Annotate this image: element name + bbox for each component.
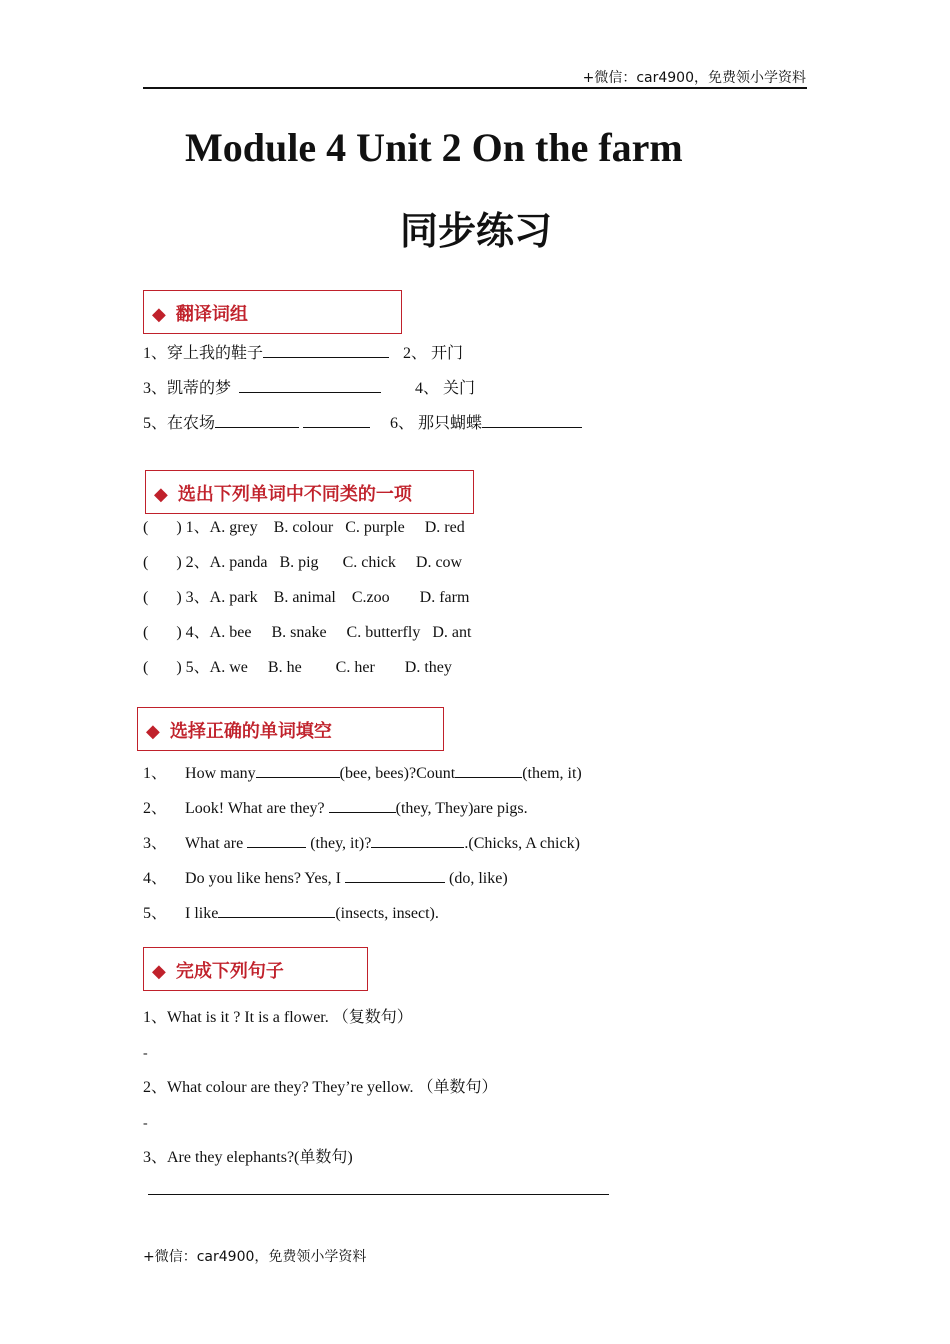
rewrite-prompt-1: 1、What is it ? It is a flower. （复数句） — [143, 1009, 413, 1026]
answer-blank[interactable] — [218, 901, 335, 918]
diamond-icon: ◆ — [152, 304, 166, 325]
answer-blank[interactable] — [329, 796, 396, 813]
section-3-heading: 选择正确的单词填空 — [169, 721, 332, 742]
section-2-heading-box — [145, 470, 474, 514]
section-4-heading: 完成下列句子 — [175, 961, 284, 982]
fill-row-1: 1、 How many (bee, bees)?Count (them, it) — [143, 760, 582, 783]
diamond-icon: ◆ — [154, 484, 168, 505]
fill-row-2: 2、 Look! What are they? (they, They)are pigs. — [143, 795, 528, 818]
section-2-heading: 选出下列单词中不同类的一项 — [177, 484, 412, 505]
answer-line-marker[interactable]: - — [143, 1116, 148, 1131]
section-4-heading-box — [143, 947, 368, 991]
diamond-icon: ◆ — [152, 961, 166, 982]
answer-blank[interactable] — [455, 761, 522, 778]
header-note: +微信：car4900，免费领小学资料 — [582, 70, 806, 86]
choice-row-1: ( ) 1、A. grey B. colour C. purple D. red — [143, 519, 465, 536]
rewrite-prompt-3: 3、Are they elephants?(单数句) — [143, 1149, 353, 1166]
header-divider — [143, 87, 807, 89]
choice-row-5: ( ) 5、A. we B. he C. her D. they — [143, 659, 452, 676]
answer-blank[interactable] — [303, 411, 370, 428]
translate-row-3: 5、在农场 6、 那只蝴蝶 — [143, 410, 582, 433]
answer-blank[interactable] — [239, 376, 381, 393]
answer-blank[interactable] — [247, 831, 306, 848]
translate-row-2: 3、凯蒂的梦 4、 关门 — [143, 375, 475, 398]
answer-blank[interactable] — [482, 411, 582, 428]
answer-blank[interactable] — [345, 866, 445, 883]
fill-row-4: 4、 Do you like hens? Yes, I (do, like) — [143, 865, 508, 888]
answer-line[interactable] — [148, 1194, 609, 1195]
answer-blank[interactable] — [263, 341, 389, 358]
diamond-icon: ◆ — [146, 721, 160, 742]
page-subtitle: 同步练习 — [400, 209, 553, 253]
section-1-heading-box — [143, 290, 402, 334]
fill-row-3: 3、 What are (they, it)? .(Chicks, A chick) — [143, 830, 580, 853]
answer-blank[interactable] — [215, 411, 299, 428]
choice-row-2: ( ) 2、A. panda B. pig C. chick D. cow — [143, 554, 463, 571]
section-3-heading-box — [137, 707, 444, 751]
answer-blank[interactable] — [371, 831, 464, 848]
answer-blank[interactable] — [256, 761, 340, 778]
page-title: Module 4 Unit 2 On the farm — [185, 125, 683, 170]
rewrite-prompt-2: 2、What colour are they? They’re yellow. （单数句） — [143, 1079, 498, 1096]
choice-row-4: ( ) 4、A. bee B. snake C. butterfly D. ant — [143, 624, 472, 641]
translate-row-1: 1、穿上我的鞋子 2、 开门 — [143, 340, 463, 363]
section-1-heading: 翻译词组 — [175, 304, 248, 325]
choice-row-3: ( ) 3、A. park B. animal C.zoo D. farm — [143, 589, 470, 606]
fill-row-5: 5、 I like (insects, insect). — [143, 900, 439, 923]
answer-line-marker[interactable]: - — [143, 1046, 148, 1061]
footer-note: +微信：car4900，免费领小学资料 — [143, 1249, 367, 1265]
